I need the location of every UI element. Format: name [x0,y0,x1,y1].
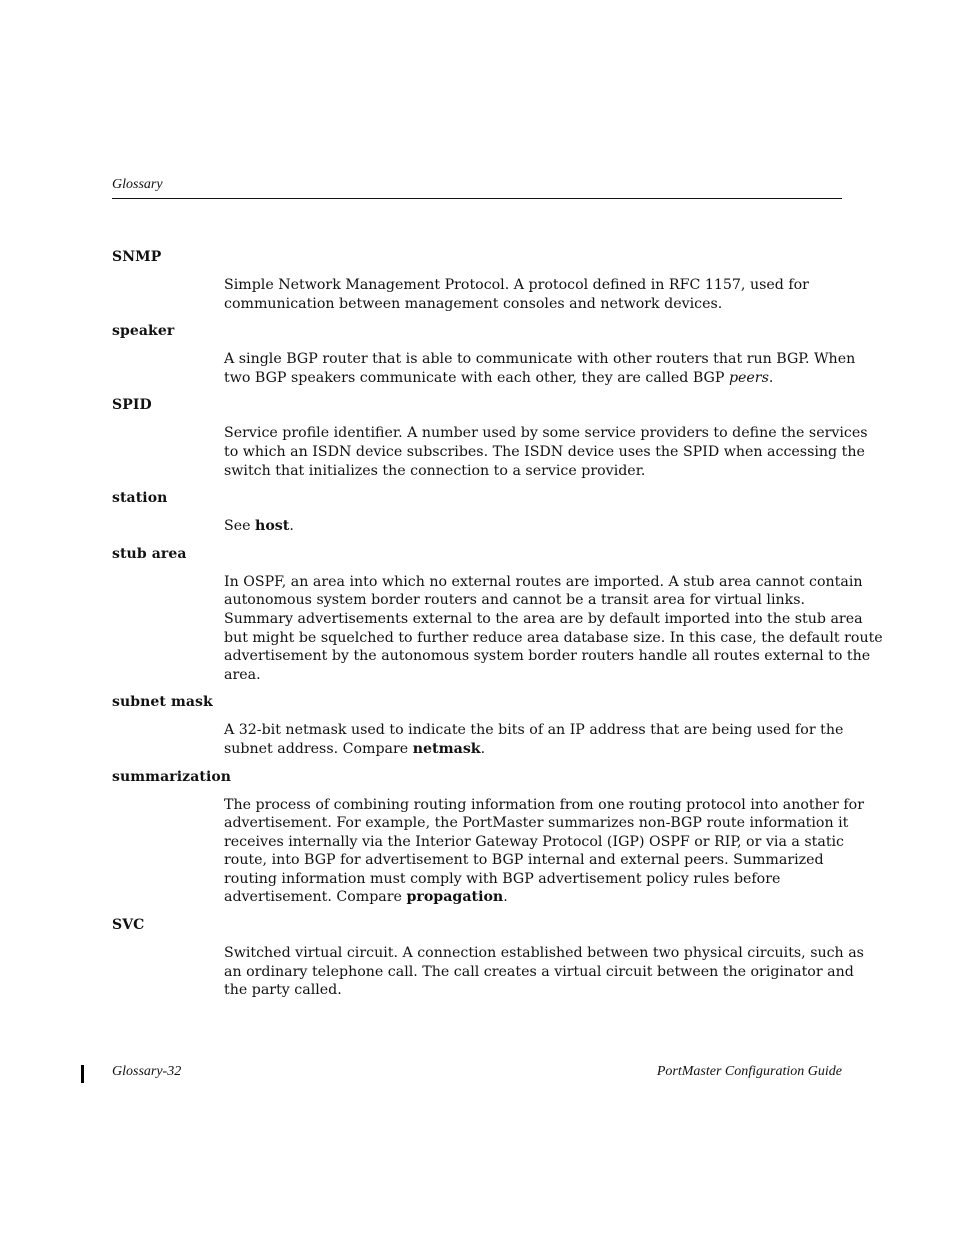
definition-line [224,350,856,369]
definition-line [224,721,842,740]
glossary-definition [224,276,842,313]
glossary-entry [112,544,883,685]
definition-text: communication between management consoles and network devices. [224,295,723,312]
definition-line [224,851,842,870]
definition-text: The process of combining routing information from one routing protocol into another for [224,796,865,813]
definition-text: routing information must comply with BGP advertisement policy rules before [224,870,781,887]
footer-page-number: Glossary-32 [112,1064,182,1079]
definition-text: but might be squelched to further reduce area database size. In this case, the default route [224,629,883,646]
definition-text: the party called. [224,982,342,999]
definition-text: A 32-bit netmask used to indicate the bits of an IP address that are being used for the [224,722,844,739]
glossary-entries [112,247,883,1008]
glossary-entry [112,488,842,536]
definition-line [224,591,842,610]
definition-text: Simple Network Management Protocol. A protocol defined in RFC 1157, used for [224,277,809,293]
definition-line [224,369,842,388]
definition-text: receives internally via the Interior Gateway Protocol (IGP) OSPF or RIP, or via a static [224,833,845,850]
cross-reference-term: netmask [412,740,481,757]
definition-text: See [224,518,256,535]
definition-text: . [480,740,486,757]
definition-line [224,443,865,462]
definition-text: Summary advertisements external to the area are by default imported into the stub area [224,610,863,627]
glossary-entry [112,395,868,480]
definition-text: In OSPF, an area into which no external routes are imported. A stub area cannot contain [224,573,863,590]
definition-text: area. [224,666,261,683]
definition-text: . [503,889,508,906]
glossary-entry [112,247,842,313]
definition-line [224,629,883,648]
definition-line [224,666,842,685]
definition-text: route, into BGP for advertisement to BGP internal and external peers. Summarized [224,852,824,869]
definition-line [224,981,842,1000]
glossary-term: speaker [112,323,175,340]
definition-text: subnet address. Compare [224,740,413,757]
glossary-definition [224,350,856,387]
definition-line [224,647,871,666]
definition-line [224,610,863,629]
definition-line [224,424,868,443]
glossary-entry [112,321,856,387]
glossary-term: SNMP [112,249,162,265]
running-header: Glossary [112,177,163,192]
definition-text: advertisement. For example, the PortMaster summarizes non-BGP route information it [224,815,849,832]
change-bar [81,1065,84,1083]
definition-text: . [768,369,774,386]
definition-text: to which an ISDN device subscribes. The ISDN device uses the SPID when accessing the [224,443,865,460]
glossary-entry [112,915,864,1000]
definition-text: two BGP speakers communicate with each other, they are called BGP [224,369,729,386]
definition-line [224,944,864,963]
emphasized-term: peers [728,369,769,386]
definition-line [224,740,842,759]
glossary-term: station [112,490,168,507]
glossary-definition [224,517,842,536]
definition-text: Service profile identifier. A number used by some service providers to define the services [224,425,868,442]
definition-line [224,833,845,852]
definition-line [224,462,842,481]
definition-line [224,888,842,907]
glossary-definition [224,424,868,480]
definition-text: advertisement. Compare [224,889,407,906]
glossary-term: SVC [112,917,145,934]
glossary-term: SPID [112,397,152,414]
definition-line [224,796,865,815]
glossary-entry [112,767,865,908]
glossary-term: stub area [112,545,187,562]
glossary-definition [224,796,865,908]
glossary-definition [224,573,883,685]
definition-line [224,814,849,833]
glossary-definition [224,944,864,1000]
definition-text: autonomous system border routers and cannot be a transit area for virtual links. [224,592,806,609]
cross-reference-term: propagation [406,889,504,906]
definition-text: an ordinary telephone call. The call creates a virtual circuit between the originator and [224,963,854,980]
definition-text: advertisement by the autonomous system border routers handle all routes external to the [224,648,871,665]
definition-text: switch that initializes the connection to a service provider. [224,462,646,479]
definition-line [224,870,842,889]
definition-text: . [289,518,294,535]
cross-reference-term: host [255,518,290,535]
definition-line [224,573,863,592]
definition-text: A single BGP router that is able to communicate with other routers that run BGP. When [224,351,856,368]
definition-line [224,276,842,295]
definition-line [224,295,842,314]
footer-book-title: PortMaster Configuration Guide [656,1064,842,1079]
definition-line [224,517,842,536]
glossary-term: summarization [112,768,232,785]
glossary-definition [224,721,842,758]
header-rule [112,198,842,199]
glossary-term: subnet mask [112,694,213,711]
definition-text: Switched virtual circuit. A connection established between two physical circuits, such as [224,945,864,962]
definition-line [224,963,854,982]
glossary-entry [112,692,842,758]
